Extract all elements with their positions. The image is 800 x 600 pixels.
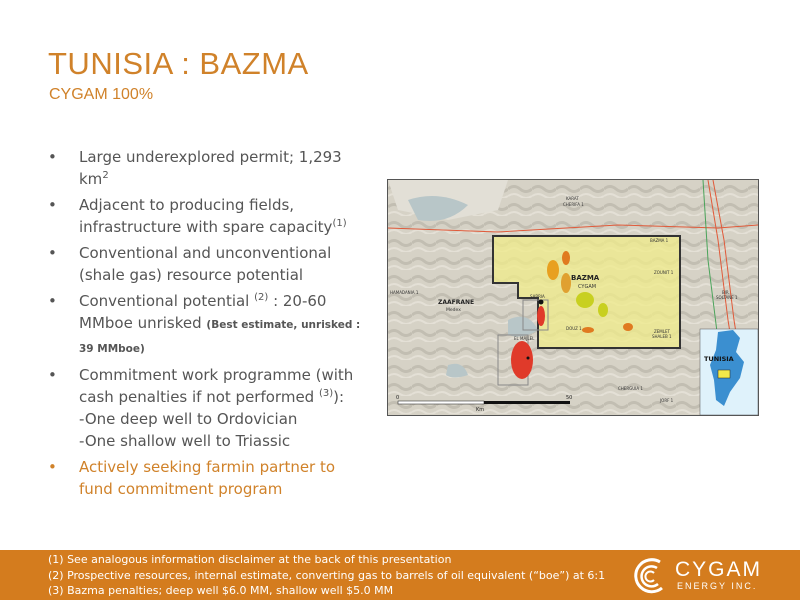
bullet-text: Commitment work programme (with cash penalties if not performed	[79, 366, 354, 406]
map-label-cherguia: CHERGUIA 1	[618, 386, 643, 391]
slide-subtitle: CYGAM 100%	[49, 86, 154, 103]
prospect	[598, 303, 608, 317]
map-label-sabria: SABRIA	[530, 294, 545, 299]
bullet-superscript: (1)	[332, 218, 347, 229]
bullet-item-2	[46, 194, 366, 238]
map-label-zemlet2: SHALEB 1	[652, 334, 672, 339]
map-label-jorf: JORF 1	[660, 398, 674, 403]
bullet-text: Conventional and unconventional (shale gas) resource potential	[79, 244, 332, 284]
bullet-subline-1: -One deep well to Ordovician	[79, 410, 298, 428]
prospect	[562, 251, 570, 265]
bullet-dot: •	[48, 196, 57, 214]
bullet-text: Conventional potential	[79, 292, 255, 310]
prospect	[576, 292, 594, 308]
map-graphic	[388, 180, 758, 415]
logo-swirl-icon	[630, 556, 670, 596]
bullet-item-4	[46, 290, 366, 360]
map-label-cygam: CYGAM	[578, 284, 597, 290]
map-label-zaafrane: ZAAFRANE	[438, 299, 475, 306]
map-label-bazma1: BAZMA 1	[650, 238, 669, 243]
bullet-dot: •	[48, 366, 57, 384]
bullet-superscript: (2)	[254, 292, 269, 303]
well-marker	[527, 357, 530, 360]
footnote-3: (3) Bazma penalties; deep well $6.0 MM, shallow well $5.0 MM	[48, 584, 394, 597]
bullet-item-3	[46, 242, 366, 286]
oil-field-sabria	[537, 306, 545, 326]
bullet-dot: •	[48, 458, 57, 476]
bullet-item-1	[46, 146, 366, 190]
scale-unit: Km	[476, 407, 485, 413]
logo-name: CYGAM	[675, 558, 763, 581]
bullet-text-cont: ):	[333, 388, 345, 406]
footnotes	[48, 552, 605, 599]
map-label-zaafrane-sub: Medex	[446, 308, 461, 313]
logo-subtitle: ENERGY INC.	[677, 581, 758, 591]
inset-bazma-marker	[718, 370, 730, 378]
bullet-text: Large underexplored permit; 1,293 km	[79, 148, 342, 188]
inset-label-tunisia: TUNISIA	[704, 355, 734, 363]
map-label-bir: BIR	[722, 290, 729, 295]
tunisia-inset	[700, 329, 758, 415]
prospect	[547, 260, 559, 280]
bullet-text: Actively seeking farmin partner to fund commitment program	[79, 458, 336, 498]
slide-title: TUNISIA : BAZMA	[48, 46, 309, 81]
scale-label-0: 0	[396, 395, 400, 401]
map-label-bir2: SOLTANE 1	[716, 295, 738, 300]
bullet-dot: •	[48, 244, 57, 262]
well-marker	[539, 300, 544, 305]
map-label-karat2: CHERIFA 1	[563, 202, 584, 207]
bullet-subline-2: -One shallow well to Triassic	[79, 432, 291, 450]
bullet-item-6	[46, 456, 366, 500]
bullet-item-5	[46, 364, 366, 452]
map-label-elmajlel: EL MAJLEL	[514, 336, 535, 341]
bullet-superscript: 2	[102, 170, 109, 181]
footnote-2: (2) Prospective resources, internal estimate, converting gas to barrels of oil equivalent (“boe”) at 6:1	[48, 568, 606, 582]
permit-map	[387, 179, 759, 416]
scale-label-50: 50	[566, 395, 573, 401]
map-label-karat: KARAT	[566, 196, 579, 201]
footnote-1: (1) See analogous information disclaimer at the back of this presentation	[48, 553, 452, 566]
oil-field-elmajlel	[511, 341, 533, 379]
scale-bar-segment	[398, 401, 484, 404]
bullet-dot: •	[48, 148, 57, 166]
map-label-douz: DOUZ 1	[566, 326, 582, 331]
prospect	[623, 323, 633, 331]
bullet-text: Adjacent to producing fields, infrastructure with spare capacity	[79, 196, 333, 236]
map-label-zounit: ZOUNIT 1	[654, 270, 674, 275]
bullet-superscript: (3)	[318, 388, 334, 399]
map-label-bazma: BAZMA	[571, 274, 600, 282]
prospect	[582, 327, 594, 333]
prospect	[561, 273, 571, 293]
map-label-zemlet: ZEMLET	[654, 329, 670, 334]
cygam-logo	[630, 556, 770, 596]
bullet-text-cont: : 20-60 MMboe unrisked	[79, 292, 327, 332]
bullet-dot: •	[48, 292, 57, 310]
bullet-list	[46, 146, 366, 504]
bullet-estimate-note: (Best estimate, unrisked : 39 MMboe)	[79, 319, 361, 355]
map-label-hamadania: HAMADANIA 1	[390, 290, 419, 295]
